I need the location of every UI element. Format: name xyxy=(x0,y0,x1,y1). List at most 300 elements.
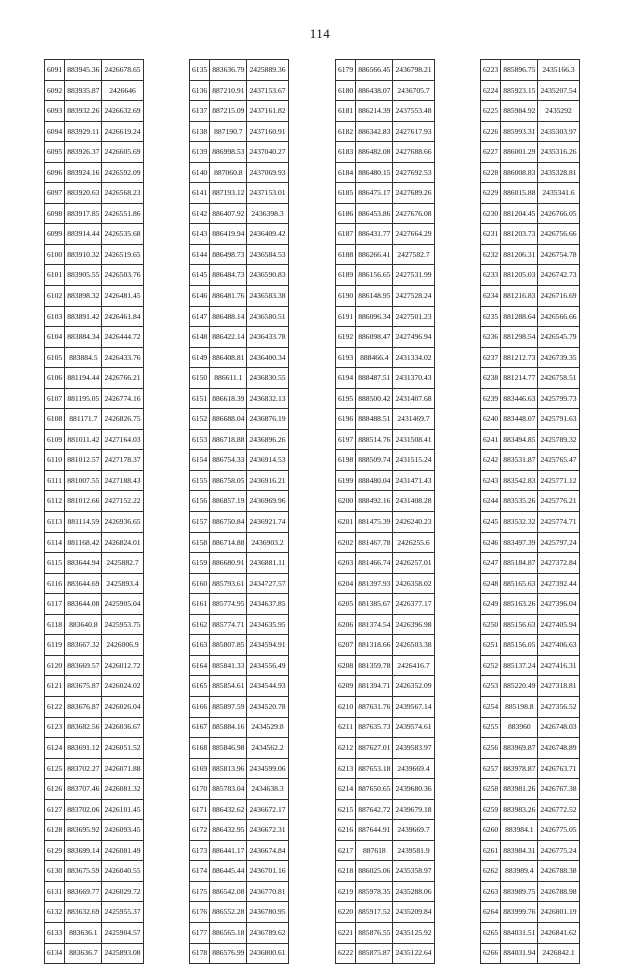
table-row xyxy=(45,60,144,81)
point-id-cell: 6199 xyxy=(336,470,356,491)
point-id-cell: 6169 xyxy=(190,758,210,779)
point-id-cell: 6154 xyxy=(190,450,210,471)
point-id-cell: 6202 xyxy=(336,532,356,553)
y-coordinate-cell: 2436705.7 xyxy=(393,80,434,101)
point-id-cell: 6208 xyxy=(336,655,356,676)
point-id-cell: 6153 xyxy=(190,429,210,450)
table-row xyxy=(45,820,144,841)
y-coordinate-cell: 2436398.3 xyxy=(247,203,288,224)
table-row xyxy=(481,820,580,841)
table-row xyxy=(336,635,435,656)
point-id-cell: 6121 xyxy=(45,676,65,697)
y-coordinate-cell: 2435166.3 xyxy=(538,60,579,81)
y-coordinate-cell: 2436701.16 xyxy=(247,861,288,882)
y-coordinate-cell: 2434637.85 xyxy=(247,594,288,615)
point-id-cell: 6260 xyxy=(481,820,501,841)
y-coordinate-cell: 2426788.38 xyxy=(538,861,579,882)
x-coordinate-cell: 886001.29 xyxy=(501,142,538,163)
table-row xyxy=(190,224,289,245)
point-id-cell: 6256 xyxy=(481,738,501,759)
x-coordinate-cell: 886498.73 xyxy=(210,244,247,265)
point-id-cell: 6166 xyxy=(190,696,210,717)
y-coordinate-cell: 2436921.74 xyxy=(247,512,288,533)
point-id-cell: 6126 xyxy=(45,779,65,800)
point-id-cell: 6155 xyxy=(190,470,210,491)
table-row xyxy=(481,183,580,204)
point-id-cell: 6118 xyxy=(45,614,65,635)
x-coordinate-cell: 885137.24 xyxy=(501,655,538,676)
y-coordinate-cell: 2436881.11 xyxy=(247,553,288,574)
x-coordinate-cell: 888500.42 xyxy=(356,388,393,409)
y-coordinate-cell: 2426619.24 xyxy=(102,121,143,142)
y-coordinate-cell: 2426503.38 xyxy=(393,635,434,656)
y-coordinate-cell: 2426551.86 xyxy=(102,203,143,224)
page-number: 114 xyxy=(309,26,331,41)
point-id-cell: 6207 xyxy=(336,635,356,656)
point-id-cell: 6165 xyxy=(190,676,210,697)
table-row xyxy=(336,676,435,697)
table-row xyxy=(190,450,289,471)
table-row xyxy=(336,532,435,553)
point-id-cell: 6128 xyxy=(45,820,65,841)
table-row xyxy=(190,902,289,923)
table-row xyxy=(336,840,435,861)
table-row xyxy=(336,265,435,286)
table-row xyxy=(190,943,289,964)
x-coordinate-cell: 887215.09 xyxy=(210,101,247,122)
point-id-cell: 6176 xyxy=(190,902,210,923)
x-coordinate-cell: 886566.45 xyxy=(356,60,393,81)
x-coordinate-cell: 885896.75 xyxy=(501,60,538,81)
point-id-cell: 6104 xyxy=(45,327,65,348)
x-coordinate-cell: 881194.44 xyxy=(65,368,102,389)
table-row xyxy=(45,676,144,697)
table-row xyxy=(190,306,289,327)
y-coordinate-cell: 2426841.62 xyxy=(538,922,579,943)
table-row xyxy=(336,738,435,759)
y-coordinate-cell: 2426051.52 xyxy=(102,738,143,759)
y-coordinate-cell: 2426503.76 xyxy=(102,265,143,286)
x-coordinate-cell: 886488.14 xyxy=(210,306,247,327)
y-coordinate-cell: 2439680.36 xyxy=(393,779,434,800)
point-id-cell: 6201 xyxy=(336,512,356,533)
y-coordinate-cell: 2435328.81 xyxy=(538,162,579,183)
y-coordinate-cell: 2426568.23 xyxy=(102,183,143,204)
x-coordinate-cell: 885220.49 xyxy=(501,676,538,697)
table-row xyxy=(336,409,435,430)
y-coordinate-cell: 2426566.66 xyxy=(538,306,579,327)
x-coordinate-cell: 883691.12 xyxy=(65,738,102,759)
y-coordinate-cell: 2426396.98 xyxy=(393,614,434,635)
table-row xyxy=(45,902,144,923)
table-row xyxy=(45,409,144,430)
x-coordinate-cell: 883707.46 xyxy=(65,779,102,800)
table-row xyxy=(481,614,580,635)
table-row xyxy=(45,532,144,553)
table-row xyxy=(481,286,580,307)
point-id-cell: 6261 xyxy=(481,840,501,861)
x-coordinate-cell: 885813.96 xyxy=(210,758,247,779)
x-coordinate-cell: 881397.93 xyxy=(356,573,393,594)
table-row xyxy=(481,779,580,800)
x-coordinate-cell: 881359.78 xyxy=(356,655,393,676)
point-id-cell: 6215 xyxy=(336,799,356,820)
table-row xyxy=(481,450,580,471)
point-id-cell: 6190 xyxy=(336,286,356,307)
point-id-cell: 6130 xyxy=(45,861,65,882)
table-row xyxy=(336,512,435,533)
point-id-cell: 6177 xyxy=(190,922,210,943)
x-coordinate-cell: 885846.98 xyxy=(210,738,247,759)
y-coordinate-cell: 2425774.71 xyxy=(538,512,579,533)
x-coordinate-cell: 883884.5 xyxy=(65,347,102,368)
table-row xyxy=(336,470,435,491)
y-coordinate-cell: 2434727.57 xyxy=(247,573,288,594)
point-id-cell: 6117 xyxy=(45,594,65,615)
table-row xyxy=(45,121,144,142)
table-row xyxy=(336,820,435,841)
point-id-cell: 6113 xyxy=(45,512,65,533)
table-row xyxy=(336,101,435,122)
y-coordinate-cell: 2427664.29 xyxy=(393,224,434,245)
y-coordinate-cell: 2426036.67 xyxy=(102,717,143,738)
y-coordinate-cell: 2425905.04 xyxy=(102,594,143,615)
x-coordinate-cell: 883983.26 xyxy=(501,799,538,820)
y-coordinate-cell: 2427617.93 xyxy=(393,121,434,142)
point-id-cell: 6263 xyxy=(481,881,501,902)
point-id-cell: 6135 xyxy=(190,60,210,81)
table-row xyxy=(481,265,580,286)
y-coordinate-cell: 2436583.38 xyxy=(247,286,288,307)
y-coordinate-cell: 2436969.96 xyxy=(247,491,288,512)
y-coordinate-cell: 2427405.94 xyxy=(538,614,579,635)
table-row xyxy=(190,717,289,738)
table-row xyxy=(190,758,289,779)
table-row xyxy=(336,491,435,512)
table-row xyxy=(45,101,144,122)
x-coordinate-cell: 881466.74 xyxy=(356,553,393,574)
point-id-cell: 6211 xyxy=(336,717,356,738)
table-row xyxy=(190,799,289,820)
point-id-cell: 6108 xyxy=(45,409,65,430)
x-coordinate-cell: 883960 xyxy=(501,717,538,738)
table-row xyxy=(45,450,144,471)
point-id-cell: 6232 xyxy=(481,244,501,265)
point-id-cell: 6116 xyxy=(45,573,65,594)
y-coordinate-cell: 2427318.81 xyxy=(538,676,579,697)
x-coordinate-cell: 885807.85 xyxy=(210,635,247,656)
point-id-cell: 6257 xyxy=(481,758,501,779)
table-row xyxy=(190,142,289,163)
x-coordinate-cell: 883640.8 xyxy=(65,614,102,635)
point-id-cell: 6249 xyxy=(481,594,501,615)
point-id-cell: 6125 xyxy=(45,758,65,779)
x-coordinate-cell: 883905.55 xyxy=(65,265,102,286)
x-coordinate-cell: 881475.39 xyxy=(356,512,393,533)
point-id-cell: 6141 xyxy=(190,183,210,204)
y-coordinate-cell: 2426519.65 xyxy=(102,244,143,265)
y-coordinate-cell: 2426081.32 xyxy=(102,779,143,800)
x-coordinate-cell: 886098.47 xyxy=(356,327,393,348)
point-id-cell: 6174 xyxy=(190,861,210,882)
table-row xyxy=(45,80,144,101)
x-coordinate-cell: 881206.31 xyxy=(501,244,538,265)
y-coordinate-cell: 2426766.05 xyxy=(538,203,579,224)
y-coordinate-cell: 2426646 xyxy=(102,80,143,101)
table-row xyxy=(190,388,289,409)
x-coordinate-cell: 887210.91 xyxy=(210,80,247,101)
x-coordinate-cell: 885978.35 xyxy=(356,881,393,902)
y-coordinate-cell: 2436400.34 xyxy=(247,347,288,368)
x-coordinate-cell: 886714.88 xyxy=(210,532,247,553)
x-coordinate-cell: 886754.33 xyxy=(210,450,247,471)
point-id-cell: 6162 xyxy=(190,614,210,635)
point-id-cell: 6226 xyxy=(481,121,501,142)
y-coordinate-cell: 2425765.47 xyxy=(538,450,579,471)
y-coordinate-cell: 2436590.83 xyxy=(247,265,288,286)
x-coordinate-cell: 885198.8 xyxy=(501,696,538,717)
x-coordinate-cell: 883636.1 xyxy=(65,922,102,943)
x-coordinate-cell: 883644.08 xyxy=(65,594,102,615)
point-id-cell: 6133 xyxy=(45,922,65,943)
y-coordinate-cell: 2436672.31 xyxy=(247,820,288,841)
y-coordinate-cell: 2434594.91 xyxy=(247,635,288,656)
table-row xyxy=(336,943,435,964)
point-id-cell: 6196 xyxy=(336,409,356,430)
x-coordinate-cell: 885793.61 xyxy=(210,573,247,594)
table-row xyxy=(190,162,289,183)
table-row xyxy=(336,327,435,348)
table-row xyxy=(45,347,144,368)
y-coordinate-cell: 2436770.81 xyxy=(247,881,288,902)
x-coordinate-cell: 885774.71 xyxy=(210,614,247,635)
point-id-cell: 6237 xyxy=(481,347,501,368)
table-row xyxy=(190,676,289,697)
table-row xyxy=(336,80,435,101)
table-row xyxy=(481,553,580,574)
y-coordinate-cell: 2426545.79 xyxy=(538,327,579,348)
point-id-cell: 6227 xyxy=(481,142,501,163)
table-row xyxy=(336,655,435,676)
y-coordinate-cell: 2436830.55 xyxy=(247,368,288,389)
x-coordinate-cell: 888492.16 xyxy=(356,491,393,512)
y-coordinate-cell: 2426040.55 xyxy=(102,861,143,882)
point-id-cell: 6122 xyxy=(45,696,65,717)
y-coordinate-cell: 2436896.26 xyxy=(247,429,288,450)
table-row xyxy=(481,244,580,265)
coordinate-table-1 xyxy=(44,59,144,964)
y-coordinate-cell: 2436409.42 xyxy=(247,224,288,245)
y-coordinate-cell: 2437161.82 xyxy=(247,101,288,122)
table-row xyxy=(481,922,580,943)
point-id-cell: 6167 xyxy=(190,717,210,738)
x-coordinate-cell: 886688.04 xyxy=(210,409,247,430)
x-coordinate-cell: 881214.77 xyxy=(501,368,538,389)
table-row xyxy=(336,60,435,81)
y-coordinate-cell: 2427178.37 xyxy=(102,450,143,471)
table-row xyxy=(336,861,435,882)
point-id-cell: 6105 xyxy=(45,347,65,368)
y-coordinate-cell: 2437069.93 xyxy=(247,162,288,183)
y-coordinate-cell: 2426767.38 xyxy=(538,779,579,800)
x-coordinate-cell: 888488.51 xyxy=(356,409,393,430)
x-coordinate-cell: 883898.32 xyxy=(65,286,102,307)
table-row xyxy=(481,696,580,717)
table-row xyxy=(45,224,144,245)
y-coordinate-cell: 2435207.54 xyxy=(538,80,579,101)
table-row xyxy=(45,635,144,656)
point-id-cell: 6244 xyxy=(481,491,501,512)
point-id-cell: 6186 xyxy=(336,203,356,224)
y-coordinate-cell: 2427582.7 xyxy=(393,244,434,265)
x-coordinate-cell: 886408.81 xyxy=(210,347,247,368)
y-coordinate-cell: 2426444.72 xyxy=(102,327,143,348)
table-row xyxy=(45,327,144,348)
y-coordinate-cell: 2426257.01 xyxy=(393,553,434,574)
y-coordinate-cell: 2426377.17 xyxy=(393,594,434,615)
y-coordinate-cell: 2435303.97 xyxy=(538,121,579,142)
x-coordinate-cell: 886718.88 xyxy=(210,429,247,450)
x-coordinate-cell: 881204.45 xyxy=(501,203,538,224)
x-coordinate-cell: 887627.01 xyxy=(356,738,393,759)
point-id-cell: 6161 xyxy=(190,594,210,615)
point-id-cell: 6225 xyxy=(481,101,501,122)
y-coordinate-cell: 2426024.02 xyxy=(102,676,143,697)
y-coordinate-cell: 2437040.27 xyxy=(247,142,288,163)
point-id-cell: 6158 xyxy=(190,532,210,553)
table-row xyxy=(481,943,580,964)
y-coordinate-cell: 2426775.24 xyxy=(538,840,579,861)
point-id-cell: 6144 xyxy=(190,244,210,265)
point-id-cell: 6159 xyxy=(190,553,210,574)
y-coordinate-cell: 2436914.53 xyxy=(247,450,288,471)
y-coordinate-cell: 2435288.06 xyxy=(393,881,434,902)
x-coordinate-cell: 886857.19 xyxy=(210,491,247,512)
table-row xyxy=(481,881,580,902)
point-id-cell: 6140 xyxy=(190,162,210,183)
table-row xyxy=(336,368,435,389)
x-coordinate-cell: 886475.17 xyxy=(356,183,393,204)
x-coordinate-cell: 886422.14 xyxy=(210,327,247,348)
point-id-cell: 6258 xyxy=(481,779,501,800)
x-coordinate-cell: 883532.32 xyxy=(501,512,538,533)
point-id-cell: 6171 xyxy=(190,799,210,820)
table-row xyxy=(481,368,580,389)
x-coordinate-cell: 883702.27 xyxy=(65,758,102,779)
x-coordinate-cell: 888480.04 xyxy=(356,470,393,491)
point-id-cell: 6182 xyxy=(336,121,356,142)
table-row xyxy=(336,429,435,450)
table-row xyxy=(190,286,289,307)
x-coordinate-cell: 886480.15 xyxy=(356,162,393,183)
table-row xyxy=(45,655,144,676)
y-coordinate-cell: 2436832.13 xyxy=(247,388,288,409)
y-coordinate-cell: 2427501.23 xyxy=(393,306,434,327)
point-id-cell: 6262 xyxy=(481,861,501,882)
y-coordinate-cell: 2426772.52 xyxy=(538,799,579,820)
table-row xyxy=(190,368,289,389)
point-id-cell: 6098 xyxy=(45,203,65,224)
point-id-cell: 6129 xyxy=(45,840,65,861)
table-row xyxy=(45,738,144,759)
table-row xyxy=(481,121,580,142)
x-coordinate-cell: 881298.54 xyxy=(501,327,538,348)
point-id-cell: 6212 xyxy=(336,738,356,759)
table-row xyxy=(45,368,144,389)
point-id-cell: 6139 xyxy=(190,142,210,163)
x-coordinate-cell: 883531.87 xyxy=(501,450,538,471)
table-row xyxy=(481,512,580,533)
y-coordinate-cell: 2427688.66 xyxy=(393,142,434,163)
table-row xyxy=(336,142,435,163)
table-row xyxy=(481,655,580,676)
coordinate-table-3 xyxy=(335,59,435,964)
point-id-cell: 6259 xyxy=(481,799,501,820)
point-id-cell: 6137 xyxy=(190,101,210,122)
x-coordinate-cell: 883969.87 xyxy=(501,738,538,759)
x-coordinate-cell: 885156.05 xyxy=(501,635,538,656)
y-coordinate-cell: 2426842.1 xyxy=(538,943,579,964)
y-coordinate-cell: 2436580.51 xyxy=(247,306,288,327)
table-row xyxy=(190,738,289,759)
x-coordinate-cell: 881168.42 xyxy=(65,532,102,553)
x-coordinate-cell: 883632.69 xyxy=(65,902,102,923)
table-row xyxy=(481,80,580,101)
point-id-cell: 6110 xyxy=(45,450,65,471)
y-coordinate-cell: 2426936.65 xyxy=(102,512,143,533)
x-coordinate-cell: 887642.72 xyxy=(356,799,393,820)
x-coordinate-cell: 886998.53 xyxy=(210,142,247,163)
point-id-cell: 6194 xyxy=(336,368,356,389)
point-id-cell: 6238 xyxy=(481,368,501,389)
point-id-cell: 6251 xyxy=(481,635,501,656)
point-id-cell: 6235 xyxy=(481,306,501,327)
y-coordinate-cell: 2434544.93 xyxy=(247,676,288,697)
table-row xyxy=(45,594,144,615)
y-coordinate-cell: 2426754.78 xyxy=(538,244,579,265)
point-id-cell: 6156 xyxy=(190,491,210,512)
table-row xyxy=(481,594,580,615)
point-id-cell: 6240 xyxy=(481,409,501,430)
table-row xyxy=(45,799,144,820)
x-coordinate-cell: 883448.07 xyxy=(501,409,538,430)
point-id-cell: 6241 xyxy=(481,429,501,450)
y-coordinate-cell: 2425893.08 xyxy=(102,943,143,964)
table-row xyxy=(481,203,580,224)
point-id-cell: 6217 xyxy=(336,840,356,861)
x-coordinate-cell: 883675.87 xyxy=(65,676,102,697)
point-id-cell: 6200 xyxy=(336,491,356,512)
y-coordinate-cell: 2426592.09 xyxy=(102,162,143,183)
table-row xyxy=(336,758,435,779)
table-row xyxy=(190,244,289,265)
x-coordinate-cell: 883542.83 xyxy=(501,470,538,491)
point-id-cell: 6103 xyxy=(45,306,65,327)
x-coordinate-cell: 883702.06 xyxy=(65,799,102,820)
point-id-cell: 6175 xyxy=(190,881,210,902)
x-coordinate-cell: 883699.14 xyxy=(65,840,102,861)
y-coordinate-cell: 2436789.62 xyxy=(247,922,288,943)
y-coordinate-cell: 2426535.68 xyxy=(102,224,143,245)
y-coordinate-cell: 2427692.53 xyxy=(393,162,434,183)
point-id-cell: 6136 xyxy=(190,80,210,101)
point-id-cell: 6250 xyxy=(481,614,501,635)
table-row xyxy=(45,203,144,224)
table-row xyxy=(45,861,144,882)
y-coordinate-cell: 2439567.14 xyxy=(393,696,434,717)
point-id-cell: 6242 xyxy=(481,450,501,471)
point-id-cell: 6264 xyxy=(481,902,501,923)
